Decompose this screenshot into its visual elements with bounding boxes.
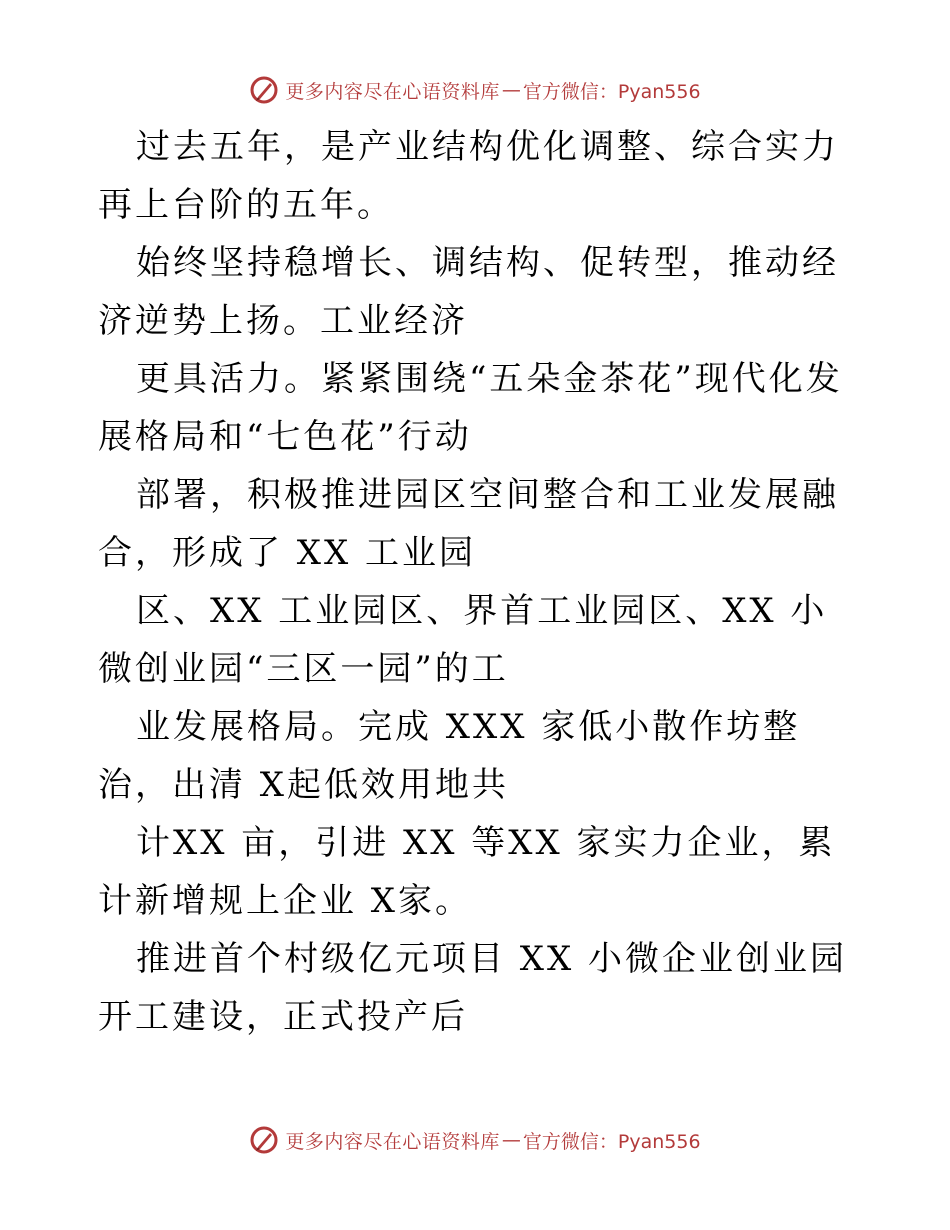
- paragraph: 更具活力。紧紧围绕“五朵金茶花”现代化发展格局和“七色花”行动: [98, 359, 843, 457]
- watermark-wechat: 官方微信：Pyan556: [522, 1130, 701, 1153]
- quill-pen-logo-icon: [249, 1125, 279, 1155]
- paragraph: 计XX 亩，引进 XX 等XX 家实力企业，累计新增规上企业 X家。: [98, 823, 836, 921]
- paragraph: 业发展格局。完成 XXX 家低小散作坊整治，出清 X起低效用地共: [98, 707, 801, 805]
- watermark-separator: —: [501, 1129, 521, 1151]
- footer-watermark: [0, 1120, 950, 1160]
- watermark-text: 更多内容尽在心语资料库: [285, 80, 500, 103]
- paragraph: 始终坚持稳增长、调结构、促转型，推动经济逆势上扬。工业经济: [98, 243, 839, 341]
- watermark-wechat: 官方微信：Pyan556: [522, 80, 701, 103]
- paragraph: 区、XX 工业园区、界首工业园区、XX 小微创业园“三区一园”的工: [98, 591, 828, 689]
- document-body: [98, 118, 858, 1046]
- paragraph: 过去五年，是产业结构优化调整、综合实力再上台阶的五年。: [98, 127, 839, 225]
- quill-pen-logo-icon: [249, 75, 279, 105]
- paragraph: 推进首个村级亿元项目 XX 小微企业创业园开工建设，正式投产后: [98, 939, 848, 1037]
- watermark-text: 更多内容尽在心语资料库: [285, 1130, 500, 1153]
- paragraph: 部署，积极推进园区空间整合和工业发展融合，形成了 XX 工业园: [98, 475, 839, 573]
- watermark-separator: —: [501, 79, 521, 101]
- header-watermark: [0, 70, 950, 110]
